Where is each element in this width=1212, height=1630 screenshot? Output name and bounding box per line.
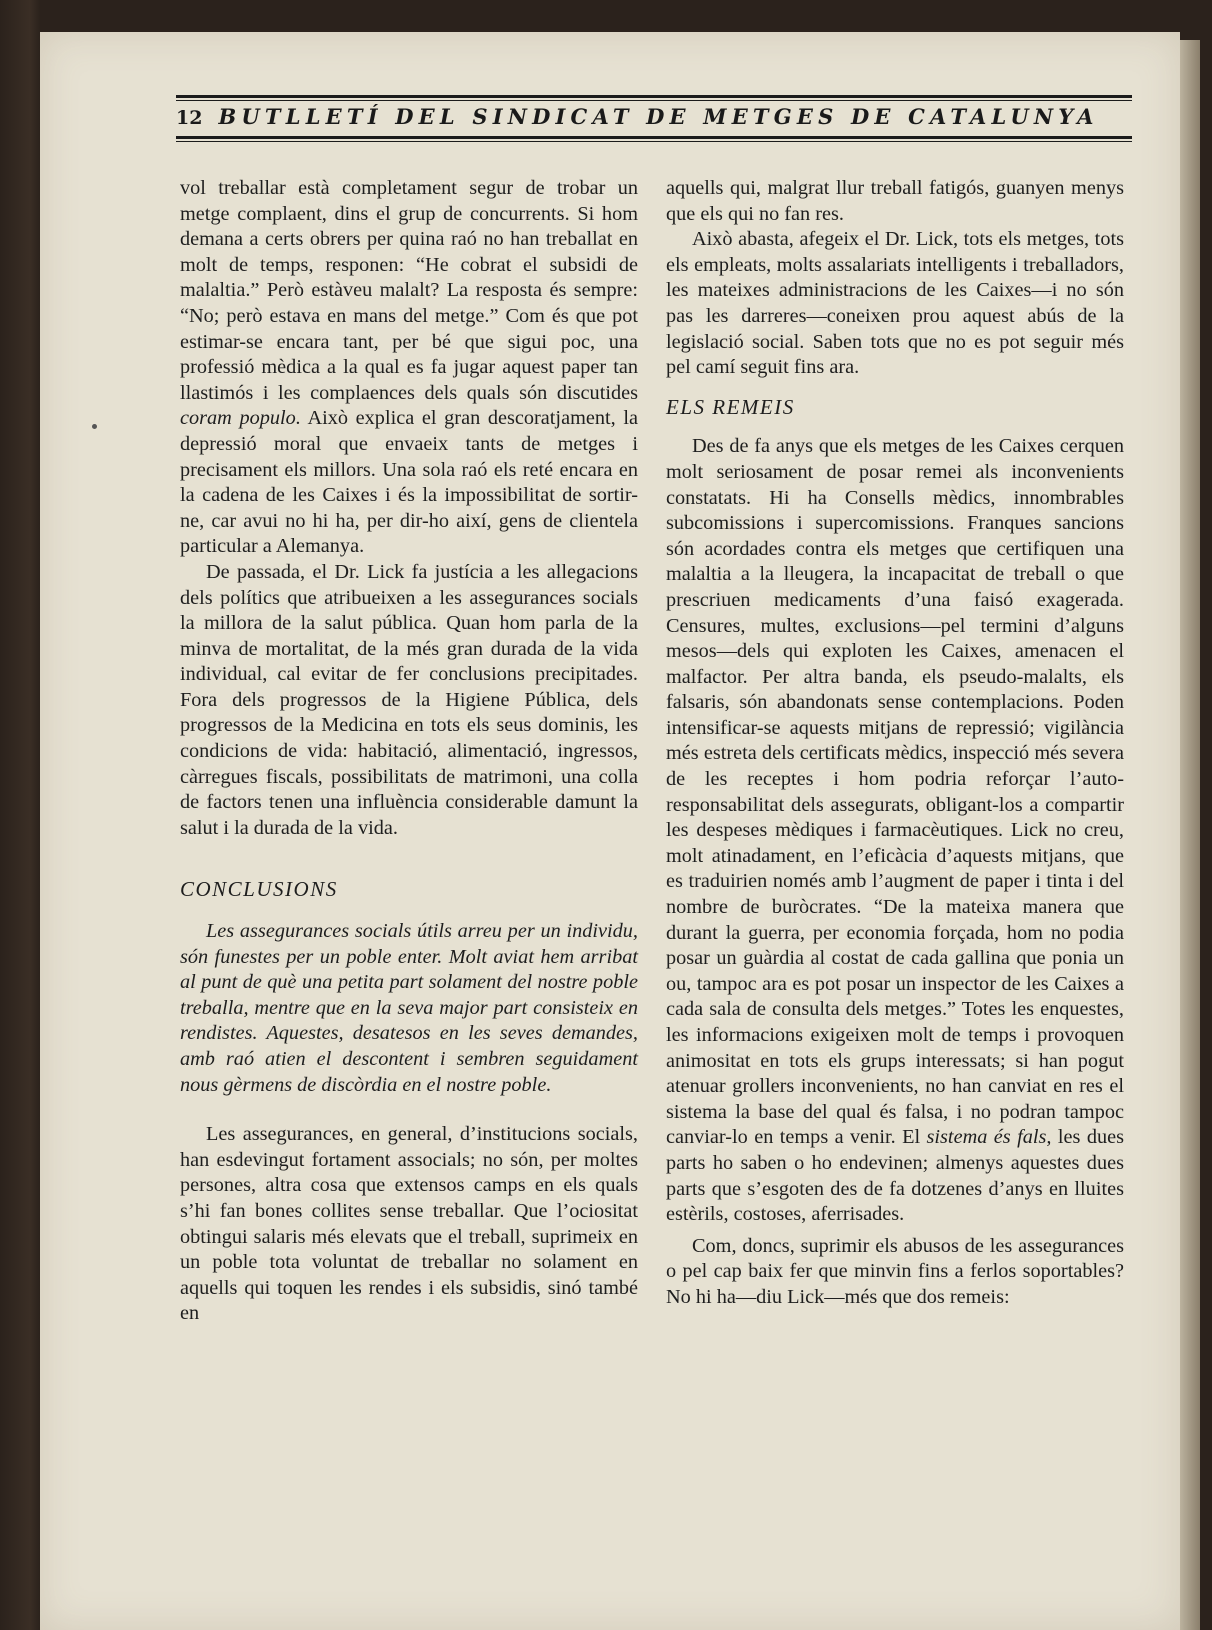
left-column — [180, 176, 638, 1327]
running-header — [176, 104, 1132, 134]
paragraph-text: les dues parts ho saben o ho endevinen; almenys aquestes dues parts que s’esgoten des de fa dotzenes d’anys en lluites estèrils, costoses, aferrisades. — [666, 1126, 1124, 1226]
section-heading-remeis: ELS REMEIS — [666, 394, 795, 419]
right-column — [666, 176, 1124, 1311]
spacer — [180, 1098, 638, 1122]
header-top-rule — [176, 95, 1132, 98]
spacer — [666, 381, 1124, 395]
paragraph-text: Des de fa anys que els metges de les Caixes cerquen molt seriosament de posar remei als inconvenients constatats. Hi ha Consells mèdics, innombrables subcomissions i supercomissions. Franques sancions són acordades contra els metges que certifiquen una malaltia a la lleugera, la incapacitat de treball o que prescriuen medicaments d’una faisó exagerada. Censures, multes, exclusions—pel termini d’alguns mesos—dels qui exploten les Caixes, amenacen el malfactor. Per altra banda, els pseudo-malalts, els falsaris, són abandonats sense contemplacions. Poden intensificar-se aquests mitjans de repressió; vigilància més estreta dels certificats mèdics, inspecció més severa de les receptes i hom podria reforçar l’auto-responsabilitat dels assegurats, obligant-los a compartir les despeses mèdiques i farmacèutiques. Lick no creu, molt atinadament, en l’eficàcia d’aquests mitjans, que es traduirien només amb l’augment de paper i tinta i del nombre de buròcrates. “De la mateixa manera que durant la guerra, per economia forçada, hom no podia posar un guàrdia al costat de cada gallina que ponia un ou, tampoc ara es pot posar un inspector de les Caixes a cada sala de consulta dels metges.” Totes les enquestes, les informacions exigeixen molt de temps i provoquen animositat en tots els grups interessats; si han pogut atenuar grollers inconvenients, no han canviat en res el sistema la base del qual és falsa, i no podran tampoc canviar-lo en temps a venir. El — [666, 435, 1124, 1149]
paragraph: De passada, el Dr. Lick fa justícia a les allegacions dels polítics que atribueixen a les assegurances socials la millora de la salut pública. Quan hom parla de la minva de mortalitat, de la més gran durada de la vida individual, cal evitar de fer conclusions precipitades. Fora dels progressos de la Higiene Pública, dels progressos de la Medicina en tots els seus dominis, les condicions de vida: habitació, alimentació, ingressos, càrregues fiscals, possibilitats de matrimoni, una colla de factors tenen una influència considerable damunt la salut i la durada de la vida. — [180, 560, 638, 839]
spacer — [666, 420, 1124, 434]
paragraph — [666, 434, 1124, 1227]
paragraph: Les assegurances, en general, d’institucions socials, han esdevingut fortament associals; no són, per moltes persones, altra cosa que extensos camps en els quals s’hi fan bones collites sense treballar. Que l’ociositat obtingui salaris més elevats que el treball, suprimeix en un poble tota voluntat de treballar no solament en aquells qui toquen les rendes i els subsidis, sinó també en — [180, 1123, 638, 1325]
spacer — [180, 841, 638, 877]
conclusion-paragraph: Les assegurances socials útils arreu per un individu, són funestes per un poble enter. Molt aviat hem arribat al punt de què una petita part solament del nostre poble treballa, mentre que en la seva major part consisteix en rendistes. Aquestes, desatesos en les seves demandes, amb raó atien el descontent i sembren seguidament nous gèrmens de discòrdia en el nostre poble. — [180, 920, 638, 1096]
section-heading-conclusions: CONCLUSIONS — [180, 877, 338, 902]
paragraph-text: Això explica el gran descoratjament, la depressió moral que envaeix tants de metges i precisament els millors. Una sola raó els reté encara en la cadena de les Caixes i és la impossibilitat de sortir-ne, car avui no hi ha, per dir-ho així, gens de clientela particular a Alemanya. — [180, 407, 638, 558]
page-number: 12 — [176, 107, 203, 129]
paragraph: Com, doncs, suprimir els abusos de les assegurances o pel cap baix fer que minvin fins a ferlos soportables? No hi ha—diu Lick—més que dos remeis: — [666, 1234, 1124, 1308]
paragraph — [180, 176, 638, 560]
header-bottom-rule-thin — [176, 141, 1132, 142]
spacer — [180, 903, 638, 919]
header-top-rule-thin — [176, 100, 1132, 101]
paragraph: Això abasta, afegeix el Dr. Lick, tots els metges, tots els empleats, molts assalariats intelligents i treballadors, les mateixes administracions de les Caixes—i no són pas les darreres—coneixen prou aquest abús de la legislació social. Saben tots que no es pot seguir més pel camí seguit fins ara. — [666, 228, 1124, 379]
journal-title: BUTLLETÍ DEL SINDICAT DE METGES DE CATALUNYA — [218, 104, 1099, 129]
paragraph-text: vol treballar està completament segur de trobar un metge complaent, dins el grup de concurrents. Si hom demana a certs obrers per quina raó no han treballat en molt de temps, responen: “He cobrat el subsidi de malaltia.” Però estàveu malalt? La resposta és sempre: “No; però estava en mans del metge.” Com és que pot estimar-se encara tant, per bé que sigui poc, una professió mèdica a la qual es fa jugar aquest paper tan llastimós i les complaences dels quals són discutides — [180, 177, 638, 404]
margin-speck — [92, 424, 97, 429]
paragraph: aquells qui, malgrat llur treball fatigós, guanyen menys que els qui no fan res. — [666, 177, 1124, 225]
latin-phrase: coram populo. — [180, 407, 301, 430]
emphasis-text: sistema és fals, — [926, 1126, 1052, 1149]
header-bottom-rule — [176, 136, 1132, 139]
